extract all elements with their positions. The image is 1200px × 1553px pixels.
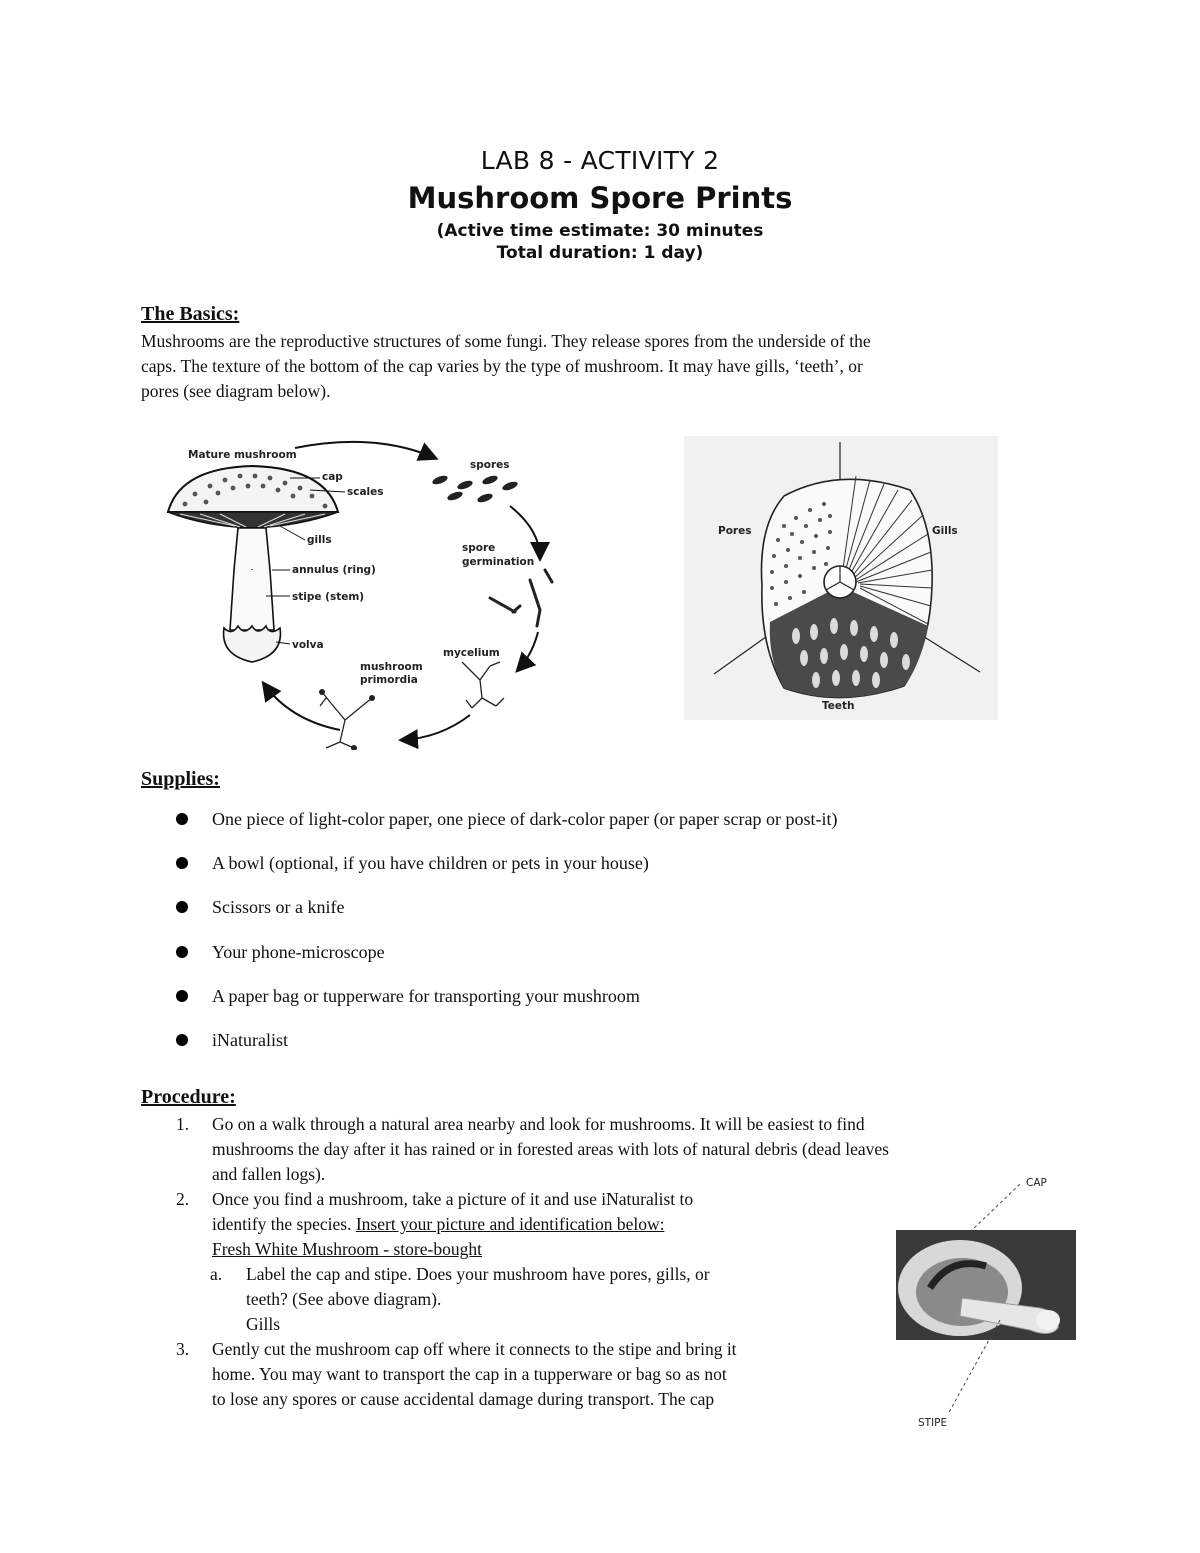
basics-line: Mushrooms are the reproductive structures of some fungi. They release spores from the underside of the bbox=[141, 331, 871, 351]
identification-answer: Fresh White Mushroom - store-bought bbox=[212, 1239, 482, 1259]
label-pores: Pores bbox=[718, 525, 752, 537]
document-header bbox=[0, 146, 1200, 263]
label-spores: spores bbox=[470, 459, 510, 471]
mushroom-photo bbox=[890, 1170, 1080, 1435]
label-stipe: stipe (stem) bbox=[292, 591, 365, 603]
label-spore: spore bbox=[462, 542, 496, 554]
procedure-step-2a: a. Label the cap and stipe. Does your mushroom have pores, gills, or teeth? (See above diagram). Gills bbox=[176, 1262, 1076, 1337]
label-gills: gills bbox=[307, 534, 332, 546]
list-item: Scissors or a knife bbox=[176, 893, 1076, 937]
mushroom-cap-shape bbox=[168, 466, 338, 512]
procedure-step-3: 3. Gently cut the mushroom cap off where it connects to the stipe and bring it home. You may want to transport the cap in a tupperware or bag so as not to lose any spores or cause accidental damage during transport. The cap bbox=[176, 1339, 737, 1409]
supplies-heading: Supplies: bbox=[141, 768, 220, 790]
label-mature-mushroom: Mature mushroom bbox=[188, 449, 297, 461]
label-teeth: Teeth bbox=[822, 700, 855, 712]
label-mycelium: mycelium bbox=[443, 647, 500, 659]
procedure-step-2: 2. Once you find a mushroom, take a picture of it and use iNaturalist to identify the species. Insert your picture and identification below: Fresh White Mushroom - store-bought bbox=[176, 1187, 1076, 1262]
label-annulus: annulus (ring) bbox=[292, 564, 376, 576]
bullet-icon bbox=[176, 1034, 188, 1046]
bullet-icon bbox=[176, 946, 188, 958]
label-primordia: primordia bbox=[360, 674, 418, 686]
basics-line: pores (see diagram below). bbox=[141, 381, 331, 401]
list-item: A paper bag or tupperware for transporting your mushroom bbox=[176, 982, 1076, 1026]
label-volva: volva bbox=[292, 639, 324, 651]
list-item: One piece of light-color paper, one piece of dark-color paper (or paper scrap or post-it) bbox=[176, 805, 1076, 849]
label-stipe-photo: STIPE bbox=[918, 1417, 948, 1429]
mushroom-gills-shape bbox=[168, 512, 338, 528]
gills-answer: Gills bbox=[246, 1314, 281, 1334]
supplies-list bbox=[176, 805, 1076, 1070]
primordia-branches bbox=[320, 692, 372, 748]
label-gills: Gills bbox=[932, 525, 958, 537]
label-cap: cap bbox=[322, 471, 343, 483]
list-item: iNaturalist bbox=[176, 1026, 1076, 1070]
procedure-step-1: 1. Go on a walk through a natural area nearby and look for mushrooms. It will be easiest to find mushrooms the day after it has rained or in forested areas with lots of natural debris (dead leaves and fallen logs). bbox=[176, 1114, 889, 1184]
mycelium-branches bbox=[462, 662, 504, 708]
document-title: Mushroom Spore Prints bbox=[407, 181, 793, 215]
basics-line: caps. The texture of the bottom of the cap varies by the type of mushroom. It may have gills, ‘teeth’, or bbox=[141, 356, 863, 376]
list-item: Your phone-microscope bbox=[176, 938, 1076, 982]
cap-underside-diagram bbox=[684, 436, 998, 720]
bullet-icon bbox=[176, 990, 188, 1002]
total-duration-line: Total duration: 1 day) bbox=[496, 243, 704, 263]
bullet-icon bbox=[176, 857, 188, 869]
bullet-icon bbox=[176, 901, 188, 913]
mushroom-volva-shape bbox=[224, 626, 281, 662]
mushroom-lifecycle-diagram bbox=[140, 430, 570, 750]
spores-dots bbox=[431, 474, 518, 504]
label-scales: scales bbox=[347, 486, 384, 498]
basics-heading: The Basics: bbox=[141, 303, 240, 325]
germinating-spores bbox=[490, 570, 552, 626]
bullet-icon bbox=[176, 813, 188, 825]
mushroom-stipe-shape bbox=[234, 528, 270, 574]
label-germination: germination bbox=[462, 556, 535, 568]
procedure-heading: Procedure: bbox=[141, 1086, 236, 1108]
label-mushroom: mushroom bbox=[360, 661, 423, 673]
list-item: A bowl (optional, if you have children or pets in your house) bbox=[176, 849, 1076, 893]
basics-paragraph bbox=[141, 329, 1061, 404]
lab-activity-line: LAB 8 - ACTIVITY 2 bbox=[480, 146, 720, 175]
active-time-line: (Active time estimate: 30 minutes bbox=[436, 221, 764, 241]
label-cap-photo: CAP bbox=[1026, 1177, 1047, 1189]
